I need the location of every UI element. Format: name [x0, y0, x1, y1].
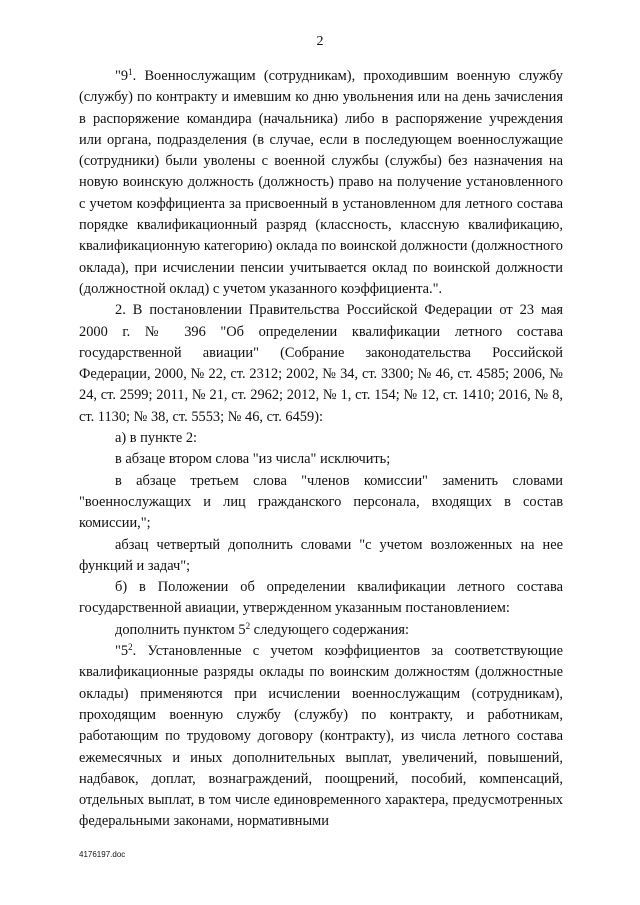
- paragraph-9-1: "$9^1$. Военнослужащим (сотрудникам), проходившим военную службу (службу) по контракту и имевшим ко дню увольнения или на день зачисления в распоряжение командира (начальника) либо в распоряжение учреждения или органа, подразделения (в случае, если в последующем военнослужащие (сотрудники) были уволены с военной службы (службы) без назначения на новую воинскую должность (должность) право на получение установленного с учетом коэффициента за присвоенный в установленном для летного состава порядке квалификационный разряд (классность, классную квалификацию, квалификационную категорию) оклада по воинской должности (должностного оклада), при исчислении пенсии учитывается оклад по воинской должности (должностной оклад) с учетом указанного коэффициента.".: [79, 67, 563, 297]
- document-body: [79, 66, 563, 833]
- page-number: 2: [316, 34, 324, 49]
- paragraph-second-abzac: в абзаце втором слова "из числа" исключить;: [115, 451, 391, 468]
- document-file-id: 4176197.doc: [79, 850, 126, 859]
- subparagraph-a: а) в пункте 2:: [115, 430, 198, 447]
- paragraph-add-point: дополнить пунктом $5^2$ следующего содержания:: [115, 620, 409, 638]
- paragraph-2: 2. В постановлении Правительства Российской Федерации от 23 мая 2000 г. № 396 "Об определении квалификации летного состава государственной авиации" (Собрание законодательства Российской Федерации, 2000, № 22, ст. 2312; 2002, № 34, ст. 3300; № 46, ст. 4585; 2006, № 24, ст. 2599; 2011, № 21, ст. 2962; 2012, № 1, ст. 154; № 12, ст. 1410; 2016, № 8, ст. 1130; № 38, ст. 5553; № 46, ст. 6459):: [79, 302, 563, 425]
- paragraph-third-abzac: в абзаце третьем слова "членов комиссии" заменить словами "военнослужащих и лиц гражданского персонала, входящих в состав комиссии,";: [79, 472, 563, 532]
- paragraph-fourth-abzac: абзац четвертый дополнить словами "с учетом возложенных на нее функций и задач";: [79, 536, 563, 574]
- paragraph-5-2: "$5^2$. Установленные с учетом коэффициентов за соответствующие квалификационные разряды оклады по воинским должностям (должностные оклады) применяются при исчислении военнослужащим (сотрудникам), проходящим военную службу (службу) по контракту, и работникам, работающим по трудовому договору (контракту), из числа летного состава ежемесячных и иных дополнительных выплат, увеличений, повышений, надбавок, доплат, вознаграждений, поощрений, пособий, компенсаций, отдельных выплат, в том числе единовременного характера, предусмотренных федеральными законами, нормативными: [79, 642, 563, 830]
- subparagraph-b: б) в Положении об определении квалификации летного состава государственной авиации, утвержденном указанным постановлением:: [79, 579, 563, 617]
